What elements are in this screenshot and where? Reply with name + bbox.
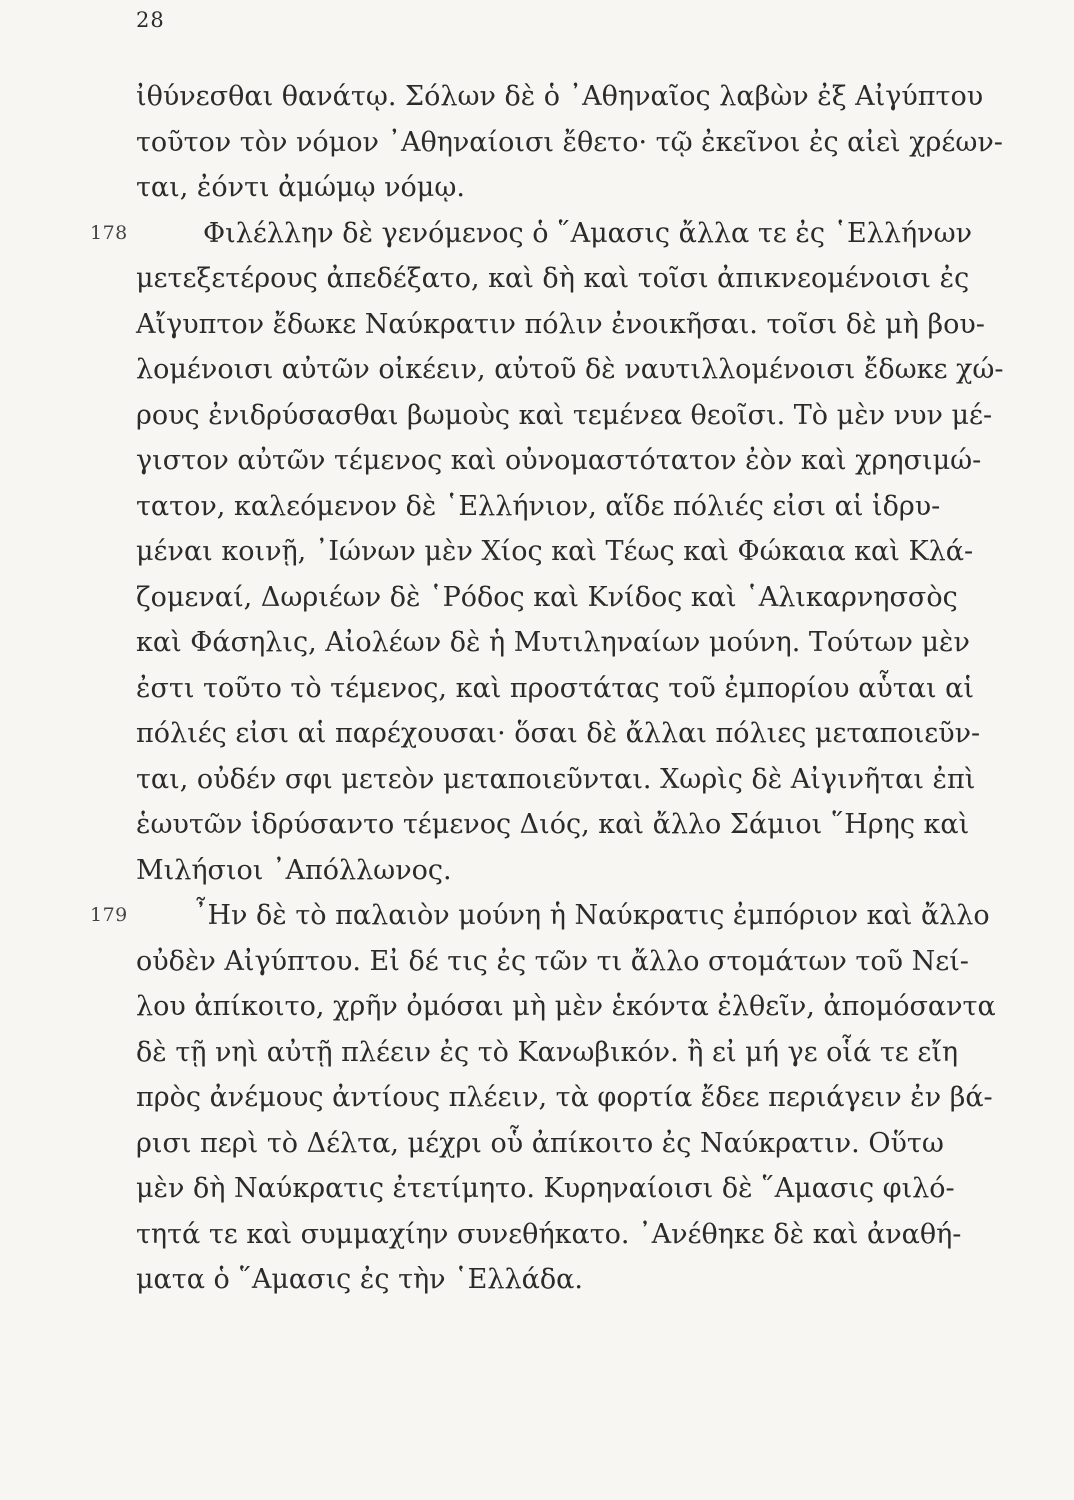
line-text: τατον, καλεόμενον δὲ ῾Ελλήνιον, αἵδε πόλιές εἰσι αἱ ἱδρυ- — [136, 490, 941, 522]
text-line — [136, 802, 1023, 848]
text-line — [136, 711, 1023, 757]
text-line — [136, 666, 1023, 712]
text-line — [136, 1121, 1023, 1167]
text-line — [136, 1166, 1023, 1212]
line-text: ζομεναί, Δωριέων δὲ ῾Ρόδος καὶ Κνίδος καὶ ῾Αλικαρνησσὸς — [136, 581, 958, 613]
line-text: μέναι κοινῇ, ᾿Ιώνων μὲν Χίος καὶ Τέως καὶ Φώκαια καὶ Κλά- — [136, 536, 974, 567]
page-number: 28 — [136, 8, 165, 32]
line-text: οὐδὲν Αἰγύπτου. Εἰ δέ τις ἐς τῶν τι ἄλλο στομάτων τοῦ Νεί- — [136, 945, 969, 977]
line-text: λομένοισι αὐτῶν οἰκέειν, αὐτοῦ δὲ ναυτιλλομένοισι ἔδωκε χώ- — [136, 354, 1004, 385]
text-line — [136, 438, 1023, 484]
line-text: ῏Ην δὲ τὸ παλαιὸν μούνη ἡ Ναύκρατις ἐμπόριον καὶ ἄλλο — [194, 900, 990, 931]
line-text: ται, οὐδέν σφι μετεὸν μεταποιεῦνται. Χωρὶς δὲ Αἰγινῆται ἐπὶ — [136, 763, 976, 795]
text-line — [136, 848, 1023, 894]
line-text: τητά τε καὶ συμμαχίην συνεθήκατο. ᾿Ανέθηκε δὲ καὶ ἀναθή- — [136, 1218, 962, 1250]
text-line — [136, 302, 1023, 348]
body-text — [90, 74, 1023, 1303]
text-line — [136, 1257, 1023, 1303]
line-text: Φιλέλλην δὲ γενόμενος ὁ ῞Αμασις ἄλλα τε ἐς ῾Ελλήνων — [203, 217, 973, 249]
text-line — [136, 984, 1023, 1030]
line-text: ται, ἐόντι ἀμώμῳ νόμῳ. — [136, 172, 465, 203]
line-text: γιστον αὐτῶν τέμενος καὶ οὐνομαστότατον ἐὸν καὶ χρησιμώ- — [136, 445, 982, 476]
line-text: ρισι περὶ τὸ Δέλτα, μέχρι οὗ ἀπίκοιτο ἐς Ναύκρατιν. Οὕτω — [136, 1127, 944, 1159]
text-line — [136, 256, 1023, 302]
text-line — [136, 347, 1023, 393]
text-line — [90, 211, 1023, 257]
text-line — [136, 1075, 1023, 1121]
line-text: ἰθύνεσθαι θανάτῳ. Σόλων δὲ ὁ ᾿Αθηναῖος λαβὼν ἐξ Αἰγύπτου — [136, 81, 984, 112]
text-line — [136, 757, 1023, 803]
line-text: ἑωυτῶν ἱδρύσαντο τέμενος Διός, καὶ ἄλλο Σάμιοι ῞Ηρης καὶ — [136, 809, 970, 840]
line-text: Αἴγυπτον ἔδωκε Ναύκρατιν πόλιν ἐνοικῆσαι. τοῖσι δὲ μὴ βου- — [136, 308, 985, 340]
text-line — [136, 575, 1023, 621]
chapter-number-179: 179 — [90, 904, 128, 926]
line-text: μὲν δὴ Ναύκρατις ἐτετίμητο. Κυρηναίοισι δὲ ῞Αμασις φιλό- — [136, 1173, 955, 1204]
line-text: καὶ Φάσηλις, Αἰολέων δὲ ἡ Μυτιληναίων μούνη. Τούτων μὲν — [136, 627, 970, 658]
text-line — [136, 165, 1023, 211]
text-line — [136, 939, 1023, 985]
text-line — [136, 529, 1023, 575]
text-line — [136, 393, 1023, 439]
text-line — [136, 1212, 1023, 1258]
line-text: λου ἀπίκοιτο, χρῆν ὀμόσαι μὴ μὲν ἑκόντα ἐλθεῖν, ἀπομόσαντα — [136, 991, 996, 1022]
line-text: τοῦτον τὸν νόμον ᾿Αθηναίοισι ἔθετο· τῷ ἐκεῖνοι ἐς αἰεὶ χρέων- — [136, 126, 1003, 158]
text-line — [136, 74, 1023, 120]
line-text: ματα ὁ ῞Αμασις ἐς τὴν ῾Ελλάδα. — [136, 1264, 583, 1295]
line-text: Μιλήσιοι ᾿Απόλλωνος. — [136, 854, 452, 886]
line-text: δὲ τῇ νηὶ αὐτῇ πλέειν ἐς τὸ Κανωβικόν. ἢ εἰ μή γε οἷά τε εἴη — [136, 1036, 959, 1068]
line-text: μετεξετέρους ἀπεδέξατο, καὶ δὴ καὶ τοῖσι ἀπικνεομένοισι ἐς — [136, 263, 970, 294]
line-text: πόλιές εἰσι αἱ παρέχουσαι· ὅσαι δὲ ἄλλαι πόλιες μεταποιεῦν- — [136, 718, 981, 749]
chapter-number-178: 178 — [90, 221, 128, 244]
line-text: πρὸς ἀνέμους ἀντίους πλέειν, τὰ φορτία ἔδεε περιάγειν ἐν βά- — [136, 1082, 993, 1113]
line-text: ἐστι τοῦτο τὸ τέμενος, καὶ προστάτας τοῦ ἐμπορίου αὗται αἱ — [136, 672, 974, 704]
text-line — [136, 120, 1023, 166]
text-line — [136, 484, 1023, 530]
text-line — [136, 1030, 1023, 1076]
text-line — [90, 893, 1023, 939]
line-text: ρους ἐνιδρύσασθαι βωμοὺς καὶ τεμένεα θεοῖσι. Τὸ μὲν νυν μέ- — [136, 399, 993, 431]
text-line — [136, 620, 1023, 666]
